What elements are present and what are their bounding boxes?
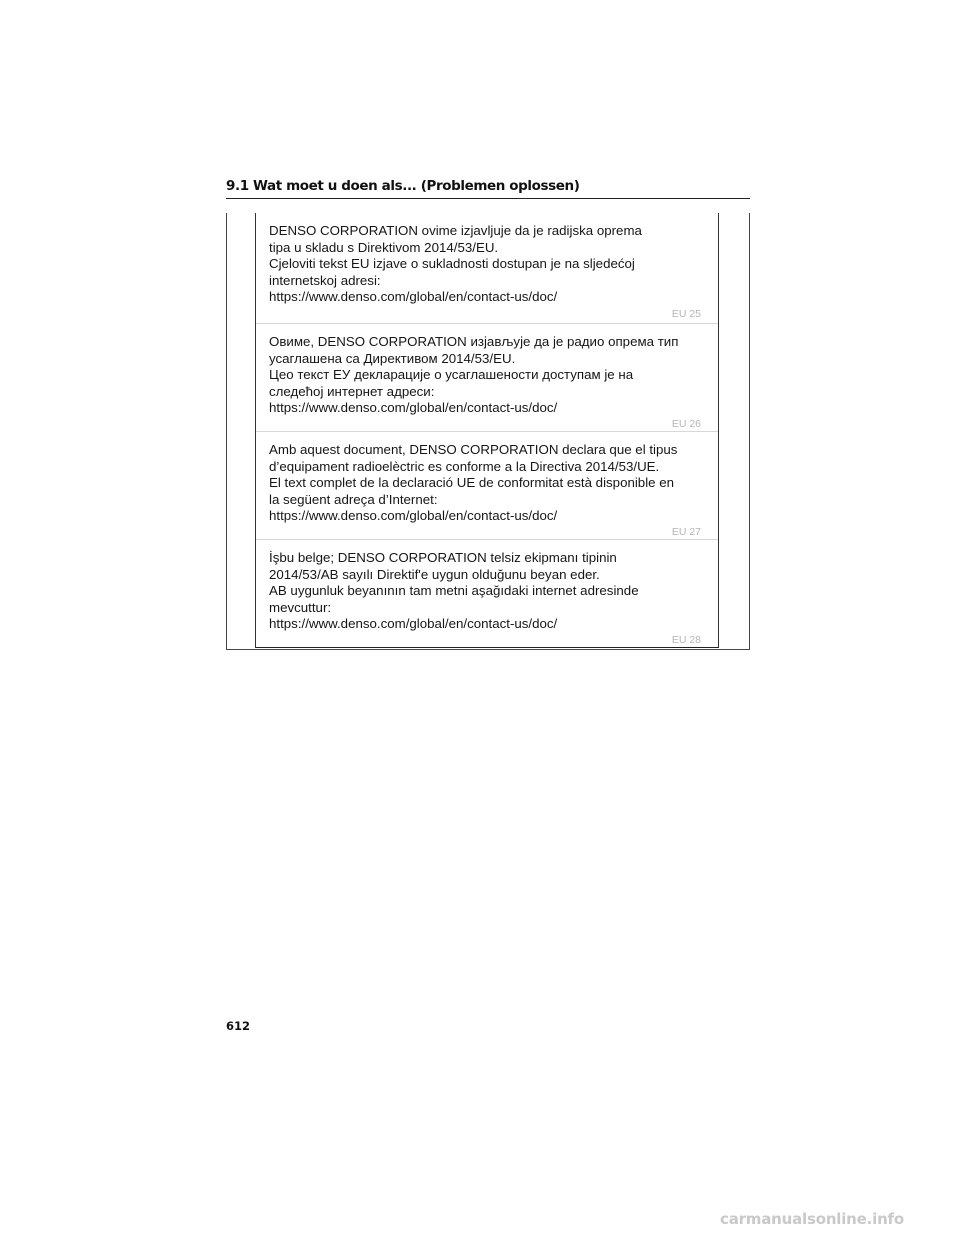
declaration-box [255, 213, 719, 648]
declaration-code: EU 25 [671, 308, 701, 320]
declaration-text: DENSO CORPORATION ovime izjavljuje da je radijska oprema tipa u skladu s Direktivom 2014/53/EU. Cjeloviti tekst EU izjave o sukladnosti dostupan je na sljedećoj internetskoj adresi: https://www.denso.com/global/en/contact-us/doc/ [269, 223, 642, 304]
section-header [226, 178, 750, 199]
section-title: 9.1 Wat moet u doen als... (Problemen oplossen) [226, 178, 580, 194]
declaration-text: İşbu belge; DENSO CORPORATION telsiz ekipmanı tipinin 2014/53/AB sayılı Direktif'e uygun olduğunu beyan eder. AB uygunluk beyanının tam metni aşağıdaki internet adresinde mevcuttur: https://www.denso.com/global/en/contact-us/doc/ [269, 550, 639, 631]
declaration-text: Овиме, DENSO CORPORATION изјављује да је радио опрема тип усаглашена са Директивом 2014/53/EU. Цео текст ЕУ декларације о усаглашености доступам је на следећој интернет адреси: https://www.denso.com/global/en/contact-us/doc/ [269, 334, 679, 415]
site-watermark: carmanualsonline.info [720, 1210, 904, 1228]
declaration-text: Amb aquest document, DENSO CORPORATION declara que el tipus d’equipament radioelèctric es conforme a la Directiva 2014/53/UE. El text complet de la declaració UE de conformitat està disponible en la següent adreça d’Internet: https://www.denso.com/global/en/contact-us/doc/ [269, 442, 678, 523]
declaration-entry-eu26 [256, 323, 718, 431]
declaration-code: EU 27 [671, 526, 701, 538]
page-number: 612 [226, 1019, 251, 1033]
declaration-entry-eu27 [256, 431, 718, 539]
declaration-entry-eu28 [256, 539, 718, 647]
declaration-code: EU 28 [671, 634, 701, 646]
declaration-code: EU 26 [671, 418, 701, 430]
declaration-entry-eu25 [256, 223, 718, 321]
